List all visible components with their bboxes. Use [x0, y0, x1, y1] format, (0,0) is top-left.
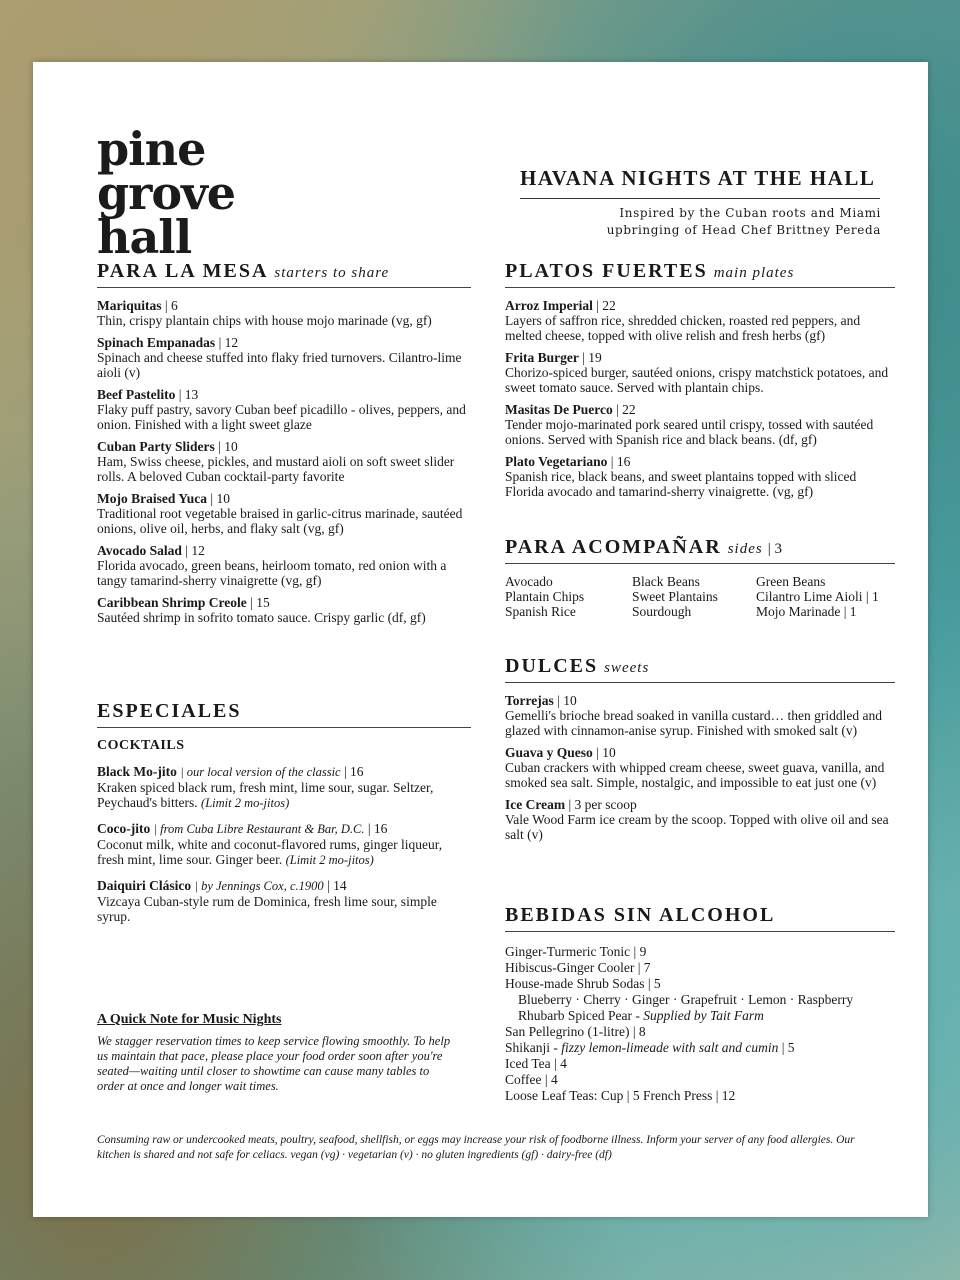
side-item: Green Beans — [756, 574, 826, 589]
menu-item-list — [97, 298, 471, 625]
section-divider — [505, 563, 895, 564]
item-price: | 10 — [596, 745, 616, 760]
cocktail-limit: (Limit 2 mo-jitos) — [201, 796, 290, 810]
cocktail-list — [97, 764, 471, 925]
beverage-name: Shikanji - — [505, 1040, 562, 1055]
section-title: PARA ACOMPAÑAR — [505, 536, 722, 558]
menu-item — [97, 491, 471, 536]
side-item: Spanish Rice — [505, 604, 576, 619]
beverage-desc: fizzy lemon-limeade with salt and cumin — [561, 1040, 779, 1055]
cocktail-price: | 14 — [327, 878, 347, 893]
menu-item — [505, 454, 895, 499]
menu-item — [97, 439, 471, 484]
item-description: Sautéed shrimp in sofrito tomato sauce. Crispy garlic (df, gf) — [97, 610, 426, 625]
beverage-item: Ginger-Turmeric Tonic | 9 — [505, 944, 647, 959]
item-price: | 6 — [164, 298, 178, 313]
section-heading — [505, 655, 895, 678]
cocktail-description: Coconut milk, white and coconut-flavored rums, ginger liqueur, fresh mint, lime sour. Ginger beer. — [97, 837, 443, 867]
menu-item — [505, 402, 895, 447]
cocktail-item — [97, 878, 471, 925]
section-title: BEBIDAS SIN ALCOHOL — [505, 904, 776, 926]
logo-line: grove — [97, 166, 236, 220]
side-item: Sourdough — [632, 604, 692, 619]
section-title: ESPECIALES — [97, 700, 242, 722]
item-name: Mojo Braised Yuca — [97, 491, 207, 506]
shrub-flavors: Blueberry · Cherry · Ginger · Grapefruit · Lemon · Raspberry — [518, 992, 854, 1007]
cocktails-heading: COCKTAILS — [97, 738, 185, 753]
side-item: Black Beans — [632, 574, 700, 589]
item-description: Ham, Swiss cheese, pickles, and mustard aioli on soft sweet slider rolls. A beloved Cuban cocktail-party favorite — [97, 454, 455, 484]
pine-grove-hall-logo — [97, 122, 257, 264]
beverage-item: Loose Leaf Teas: Cup | 5 French Press | 12 — [505, 1088, 736, 1103]
menu-item — [505, 745, 895, 790]
menu-item — [97, 595, 471, 625]
section-heading — [97, 260, 471, 283]
item-name: Arroz Imperial — [505, 298, 593, 313]
cocktail-price: | 16 — [367, 821, 388, 836]
item-name: Spinach Empanadas — [97, 335, 216, 350]
section-subtitle: starters to share — [274, 265, 390, 281]
section-title: DULCES — [505, 655, 599, 677]
cocktail-limit: (Limit 2 mo-jitos) — [285, 853, 374, 867]
section-heading — [505, 904, 895, 927]
item-description: Flaky puff pastry, savory Cuban beef picadillo - olives, peppers, and onion. Finished with a light sweet glaze — [97, 402, 466, 432]
section-subtitle: sides — [727, 541, 763, 557]
sides-column — [756, 574, 895, 619]
item-description: Vale Wood Farm ice cream by the scoop. Topped with olive oil and sea salt (v) — [505, 812, 889, 842]
side-item: Plantain Chips — [505, 589, 585, 604]
shrub-flavor-line — [505, 1008, 895, 1024]
item-description: Chorizo-spiced burger, sautéed onions, crispy matchstick potatoes, and sweet tomato sauce. Served with plantain chips. — [505, 365, 889, 395]
item-name: Masitas De Puerco — [505, 402, 613, 417]
allergy-disclaimer: Consuming raw or undercooked meats, poultry, seafood, shellfish, or eggs may increase your risk of foodborne illness. Inform your server of any food allergies. Our kitchen is shared and not safe for celiacs. vegan (vg) · vegetarian (v) · no gluten ingredients (gf) · dairy-free (df) — [97, 1134, 855, 1161]
item-name: Guava y Queso — [505, 745, 593, 760]
supplier-note: Supplied by Tait Farm — [643, 1008, 764, 1023]
cocktail-description: Kraken spiced black rum, fresh mint, lime sour, sugar. Seltzer, Peychaud's bitters. — [97, 780, 434, 810]
section-heading — [505, 260, 895, 283]
inspired-tagline — [593, 205, 881, 239]
beverage-list — [505, 944, 895, 1104]
cocktail-price: | 16 — [343, 764, 364, 779]
item-price: | 10 — [210, 491, 230, 506]
menu-item — [505, 797, 895, 842]
menu-item — [505, 298, 895, 343]
beverage-item: Hibiscus-Ginger Cooler | 7 — [505, 960, 651, 975]
sides-grid — [505, 574, 895, 619]
beverage-price: | 5 — [778, 1040, 795, 1055]
section-title: PARA LA MESA — [97, 260, 269, 282]
menu-page — [33, 62, 928, 1217]
item-price: | 19 — [582, 350, 602, 365]
note-text: We stagger reservation times to keep service flowing smoothly. To help us maintain that pace, please place your food order soon after you're seated—waiting until closer to showtime can cause many tables to order at once and longer wait times. — [97, 1034, 451, 1093]
beverage-item — [505, 1040, 895, 1056]
section-title: PLATOS FUERTES — [505, 260, 708, 282]
item-description: Layers of saffron rice, shredded chicken, roasted red peppers, and melted cheese, topped with olive relish and fresh herbs (gf) — [505, 313, 861, 343]
item-name: Caribbean Shrimp Creole — [97, 595, 247, 610]
cocktail-name: Black Mo-jito — [97, 764, 177, 779]
tagline-line: Inspired by the Cuban roots and Miami — [619, 206, 881, 220]
item-description: Gemelli's brioche bread soaked in vanilla custard… then griddled and glazed with cinnamon-anise syrup. Finished with smoked salt (v) — [505, 708, 882, 738]
item-name: Ice Cream — [505, 797, 566, 812]
section-divider — [97, 727, 471, 728]
beverage-item: San Pellegrino (1-litre) | 8 — [505, 1024, 646, 1039]
bebidas-section — [505, 904, 895, 1104]
beverage-item: House-made Shrub Sodas | 5 — [505, 976, 661, 991]
section-divider — [97, 287, 471, 288]
logo-line: pine — [97, 122, 206, 176]
item-price: | 10 — [218, 439, 238, 454]
menu-item — [505, 350, 895, 395]
sides-column — [505, 574, 632, 619]
menu-item-list — [505, 298, 895, 499]
beverage-item: Iced Tea | 4 — [505, 1056, 567, 1071]
cocktail-item — [97, 821, 471, 868]
item-price: | 13 — [178, 387, 199, 402]
item-description: Tender mojo-marinated pork seared until crispy, tossed with sautéed onions. Served with Spanish rice and black beans. (df, gf) — [505, 417, 874, 447]
item-description: Spinach and cheese stuffed into flaky fried turnovers. Cilantro-lime aioli (v) — [97, 350, 462, 380]
menu-item-list — [505, 693, 895, 842]
item-name: Avocado Salad — [97, 543, 182, 558]
item-price: | 16 — [610, 454, 631, 469]
cocktail-item — [97, 764, 471, 811]
side-item: Sweet Plantains — [632, 589, 718, 604]
item-description: Florida avocado, green beans, heirloom tomato, red onion with a tangy tamarind-sherry vinaigrette (vg, gf) — [97, 558, 447, 588]
item-price: | 15 — [250, 595, 270, 610]
shrub-flavor: Rhubarb Spiced Pear - — [518, 1008, 644, 1023]
item-name: Cuban Party Sliders — [97, 439, 215, 454]
section-heading — [505, 536, 895, 559]
item-description: Thin, crispy plantain chips with house mojo marinade (vg, gf) — [97, 313, 432, 328]
section-heading — [97, 700, 471, 723]
beverage-item: Coffee | 4 — [505, 1072, 558, 1087]
title-divider — [520, 198, 880, 199]
side-item: Mojo Marinade | 1 — [756, 604, 857, 619]
item-price: | 10 — [557, 693, 577, 708]
menu-item — [97, 543, 471, 588]
note-heading: A Quick Note for Music Nights — [97, 1012, 282, 1027]
section-subtitle: main plates — [713, 265, 795, 281]
dulces-section — [505, 655, 895, 849]
sides-column — [632, 574, 756, 619]
item-name: Plato Vegetariano — [505, 454, 608, 469]
cocktail-origin: | our local version of the classic — [180, 765, 341, 779]
menu-item — [97, 298, 471, 328]
tagline-line: upbringing of Head Chef Brittney Pereda — [606, 223, 881, 237]
section-divider — [505, 682, 895, 683]
menu-item — [97, 387, 471, 432]
item-name: Mariquitas — [97, 298, 162, 313]
cocktail-origin: | by Jennings Cox, c.1900 — [194, 879, 324, 893]
para-la-mesa-section — [97, 260, 471, 632]
item-price: | 12 — [185, 543, 205, 558]
menu-item — [97, 335, 471, 380]
section-divider — [505, 931, 895, 932]
item-name: Torrejas — [505, 693, 554, 708]
section-divider — [505, 287, 895, 288]
item-price: | 12 — [218, 335, 239, 350]
menu-title: HAVANA NIGHTS AT THE HALL — [520, 166, 876, 190]
item-price: | 22 — [616, 402, 636, 417]
item-price: | 3 per scoop — [568, 797, 637, 812]
cocktail-description: Vizcaya Cuban-style rum de Dominica, fresh lime sour, simple syrup. — [97, 894, 437, 924]
item-price: | 22 — [596, 298, 616, 313]
para-acompanar-section — [505, 536, 895, 619]
music-night-note — [97, 1012, 457, 1094]
side-item: Avocado — [505, 574, 553, 589]
item-description: Cuban crackers with whipped cream cheese, sweet guava, vanilla, and smoked sea salt. Simple, nostalgic, and impossible to eat just one (v) — [505, 760, 885, 790]
sides-price: | 3 — [767, 541, 782, 557]
cocktail-origin: | from Cuba Libre Restaurant & Bar, D.C. — [153, 822, 365, 836]
item-name: Frita Burger — [505, 350, 579, 365]
item-name: Beef Pastelito — [97, 387, 176, 402]
item-description: Spanish rice, black beans, and sweet plantains topped with sliced Florida avocado and tamarind-sherry vinaigrette. (vg, gf) — [505, 469, 857, 499]
item-description: Traditional root vegetable braised in garlic-citrus marinade, sautéed onions, olive oil, herbs, and flaky salt (vg, gf) — [97, 506, 463, 536]
cocktail-name: Coco-jito — [97, 821, 151, 836]
side-item: Cilantro Lime Aioli | 1 — [756, 589, 879, 604]
logo-line: hall — [97, 210, 192, 264]
platos-fuertes-section — [505, 260, 895, 506]
cocktail-name: Daiquiri Clásico — [97, 878, 192, 893]
section-subtitle: sweets — [604, 660, 650, 676]
menu-item — [505, 693, 895, 738]
especiales-section — [97, 700, 471, 935]
